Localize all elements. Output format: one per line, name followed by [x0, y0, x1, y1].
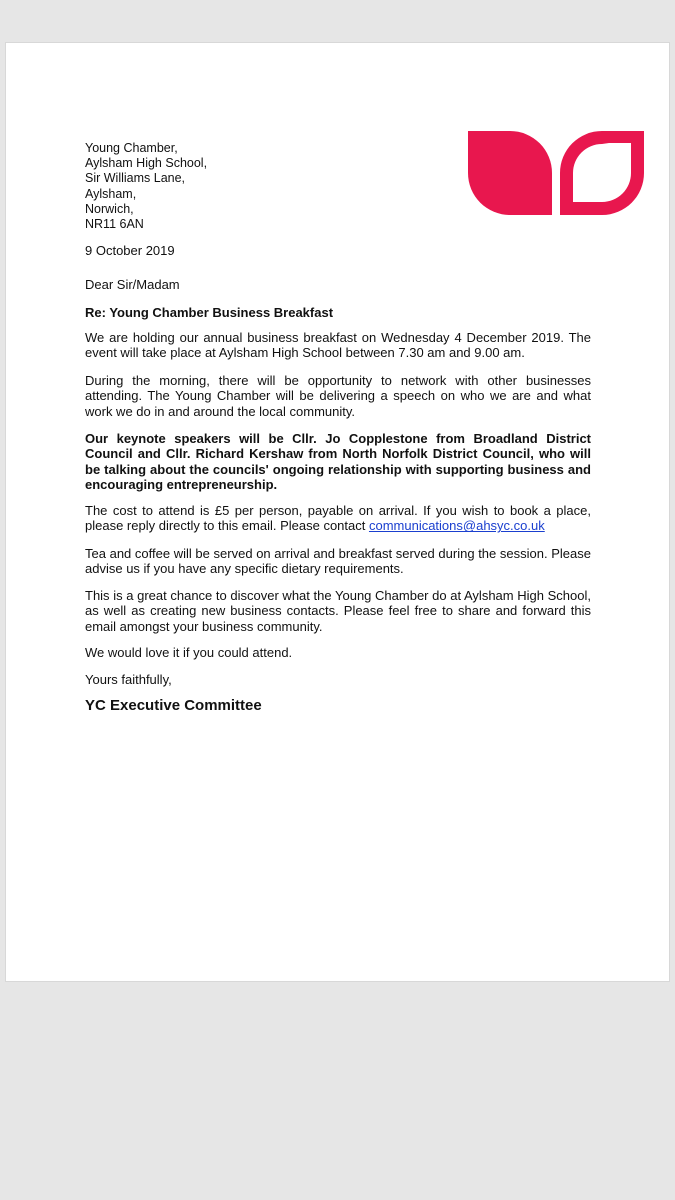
signature: YC Executive Committee [85, 697, 262, 714]
address-line: Norwich, [85, 201, 134, 216]
letter-date: 9 October 2019 [85, 243, 175, 258]
letter-page [5, 42, 670, 982]
paragraph-networking: During the morning, there will be opportunity to network with other businesses attending. The Young Chamber will be delivering a speech on who we are and what work we do in and around the local community. [85, 373, 591, 419]
red-leaf-logo-icon [468, 131, 644, 215]
letter-subject: Re: Young Chamber Business Breakfast [85, 305, 334, 320]
address-line: Young Chamber, [85, 141, 178, 155]
salutation: Dear Sir/Madam [85, 277, 180, 292]
address-line: Aylsham High School, [85, 156, 208, 171]
address-line: Aylsham, [85, 186, 137, 201]
paragraph-event-details: We are holding our annual business breakfast on Wednesday 4 December 2019. The event will take place at Aylsham High School between 7.30 am and 9.00 am. [85, 330, 591, 361]
address-line: Sir Williams Lane, [85, 171, 186, 186]
contact-email-link[interactable]: communications@ahsyc.co.uk [368, 518, 545, 534]
address-line: NR11 6AN [85, 217, 144, 232]
paragraph-invitation: We would love it if you could attend. [85, 645, 293, 660]
paragraph-cost [85, 503, 591, 534]
closing: Yours faithfully, [85, 672, 172, 687]
paragraph-keynote-speakers: Our keynote speakers will be Cllr. Jo Copplestone from Broadland District Council and Cllr. Richard Kershaw from North Norfolk District Council, who will be talking about the councils' ongoing relationship with supporting business and encouraging entrepreneurship. [85, 431, 591, 492]
paragraph-opportunity: This is a great chance to discover what the Young Chamber do at Aylsham High School, as well as creating new business contacts. Please feel free to share and forward this email amongst your business community. [85, 588, 591, 634]
cost-text: The cost to attend is £5 per person, payable on arrival. If you wish to book a place, please reply directly to this email. Please contact [85, 503, 591, 534]
sender-address [85, 141, 207, 232]
paragraph-refreshments: Tea and coffee will be served on arrival and breakfast served during the session. Please advise us if you have any specific dietary requirements. [85, 546, 591, 577]
